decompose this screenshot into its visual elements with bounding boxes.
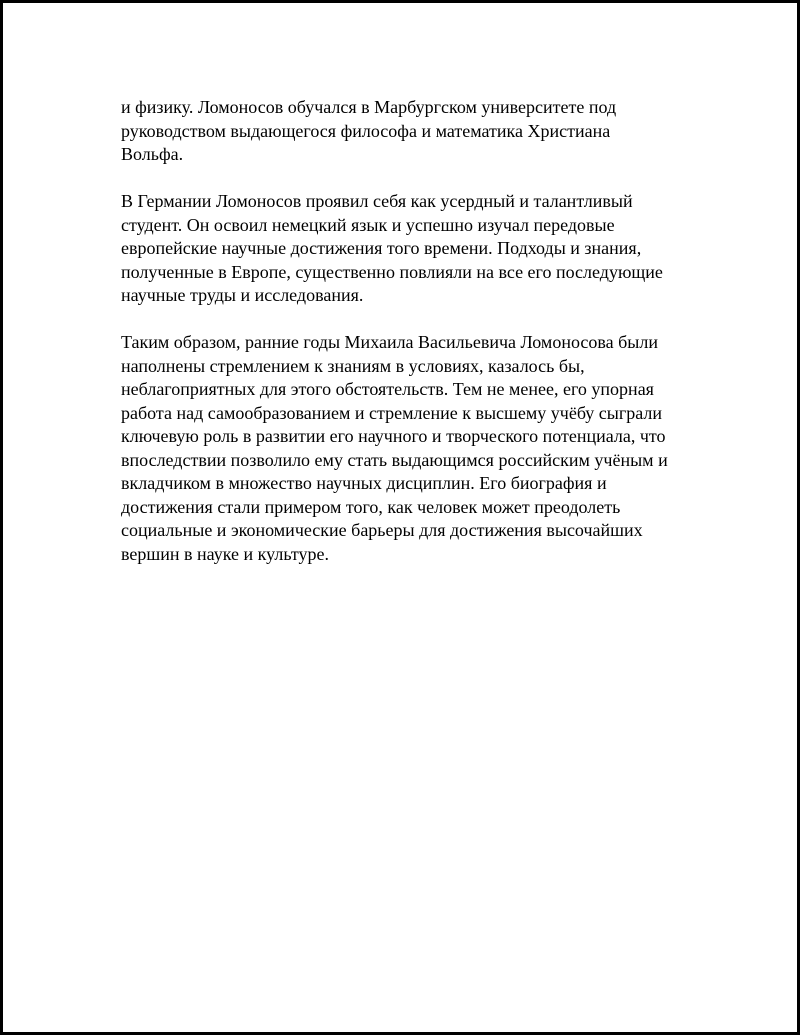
document-body [121, 96, 701, 590]
text-line: впоследствии позволило ему стать выдающимся российским учёным и [121, 449, 668, 470]
text-line: и физику. Ломоносов обучался в Марбургском университете под [121, 97, 617, 117]
text-line: европейские научные достижения того времени. Подходы и знания, [121, 238, 642, 258]
text-line: социальные и экономические барьеры для достижения высочайших [121, 520, 643, 540]
paragraph-2 [121, 190, 701, 308]
text-line: вершин в науке и культуре. [121, 543, 329, 564]
text-line: достижения стали примером того, как человек может преодолеть [121, 496, 621, 517]
text-line: научные труды и исследования. [121, 285, 364, 305]
text-line: студент. Он освоил немецкий язык и успешно изучал передовые [121, 214, 615, 235]
text-line: работа над самообразованием и стремление к высшему учёбу сыграли [121, 402, 663, 423]
text-line: ключевую роль в развитии его научного и творческого потенциала, что [121, 426, 666, 446]
text-line: Таким образом, ранние годы Михаила Васильевича Ломоносова были [121, 332, 659, 352]
text-line: неблагоприятных для этого обстоятельств. Тем не менее, его упорная [121, 379, 654, 399]
text-line: наполнены стремлением к знаниям в условиях, казалось бы, [121, 355, 585, 376]
text-line: В Германии Ломоносов проявил себя как усердный и талантливый [121, 191, 633, 211]
text-line: Вольфа. [121, 144, 184, 164]
paragraph-1 [121, 96, 701, 167]
paragraph-3 [121, 331, 701, 566]
text-line: полученные в Европе, существенно повлияли на все его последующие [121, 261, 663, 282]
text-line: руководством выдающегося философа и математика Христиана [121, 120, 611, 141]
text-line: вкладчиком в множество научных дисциплин. Его биография и [121, 473, 607, 493]
